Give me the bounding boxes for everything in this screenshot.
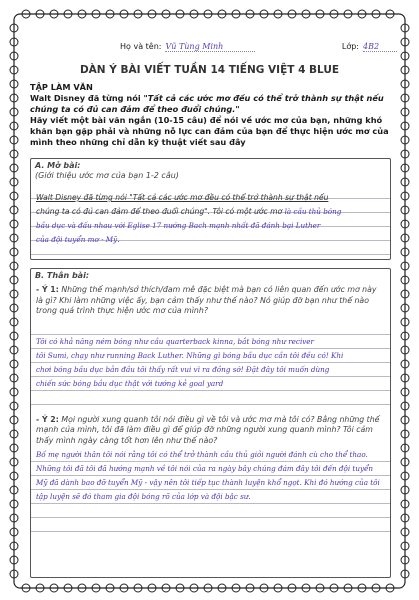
- question-2-lead: - Ý 2:: [36, 414, 59, 424]
- frame-loop: [401, 318, 409, 326]
- section-b-title: B. Thân bài:: [35, 271, 90, 280]
- frame-loop: [386, 584, 394, 592]
- frame-loop: [10, 206, 18, 214]
- frame-loop: [246, 584, 254, 592]
- frame-loop: [10, 556, 18, 564]
- frame-loop: [386, 10, 394, 18]
- frame-loop: [10, 94, 18, 102]
- frame-loop: [316, 584, 324, 592]
- question-1-lead: - Ý 1:: [36, 285, 59, 294]
- frame-loop: [260, 10, 268, 18]
- frame-loop: [358, 10, 366, 18]
- frame-loop: [401, 416, 409, 424]
- frame-loop: [64, 10, 72, 18]
- frame-loop: [22, 584, 30, 592]
- frame-loop: [10, 80, 18, 88]
- frame-loop: [10, 122, 18, 130]
- answer-1-line: tôi Sumi, chạy như running Back Luther. Những gì bóng bầu dục cần tôi đều có! Khi: [36, 350, 344, 360]
- frame-loop: [401, 248, 409, 256]
- frame-loop: [10, 486, 18, 494]
- frame-loop: [22, 10, 30, 18]
- frame-loop: [401, 122, 409, 130]
- frame-loop: [10, 542, 18, 550]
- frame-loop: [10, 220, 18, 228]
- frame-loop: [176, 10, 184, 18]
- student-info-line: [120, 42, 401, 52]
- frame-loop: [78, 10, 86, 18]
- question-2: [31, 413, 390, 449]
- section-a-header: [31, 159, 390, 183]
- frame-loop: [401, 500, 409, 508]
- frame-loop: [288, 10, 296, 18]
- frame-loop: [148, 584, 156, 592]
- question-1-text: Những thế mạnh/sở thích/đam mê đặc biệt mà bạn có liên quan đến ước mơ này là gì? Khi làm những việc ấy, bạn cảm thấy như thế nào? Nó giúp đỡ bạn như thế nào trong quá trình thực hiện ước mơ của mình?: [36, 285, 377, 315]
- prompt-prefix: Walt Disney đã từng nói: [30, 93, 144, 103]
- frame-loop: [401, 24, 409, 32]
- frame-loop: [401, 360, 409, 368]
- section-a-box: [30, 158, 391, 260]
- frame-loop: [218, 10, 226, 18]
- frame-loop: [10, 164, 18, 172]
- frame-loop: [401, 542, 409, 550]
- frame-loop: [401, 388, 409, 396]
- disney-quote: "Tất cả các ước mơ đều có thể trở thành sự thật nếu chúng ta có đủ can đảm để theo đuổi chúng.": [30, 93, 384, 114]
- frame-loop: [401, 206, 409, 214]
- frame-loop: [401, 94, 409, 102]
- frame-loop: [10, 276, 18, 284]
- frame-loop: [401, 332, 409, 340]
- frame-loop: [10, 332, 18, 340]
- frame-loop: [302, 584, 310, 592]
- answer-1-line: chiến sức bóng bầu dục thật với tướng kẻ goal yard: [36, 378, 224, 388]
- answer-2-line: Mỹ đã dành bao đỡ tuyển Mỹ - vậy nên tôi tiếp tục thành luyện khổ ngọt. Khi đó hướng của tôi: [36, 478, 380, 487]
- frame-loop: [288, 584, 296, 592]
- frame-loop: [401, 486, 409, 494]
- frame-loop: [10, 38, 18, 46]
- frame-loop: [232, 10, 240, 18]
- frame-loop: [10, 402, 18, 410]
- frame-loop: [10, 528, 18, 536]
- answer-2-area[interactable]: [31, 448, 390, 534]
- frame-loop: [10, 500, 18, 508]
- section-heading: TẬP LÀM VĂN: [30, 82, 93, 92]
- frame-loop: [10, 444, 18, 452]
- frame-loop: [401, 136, 409, 144]
- frame-loop: [10, 388, 18, 396]
- frame-loop: [10, 262, 18, 270]
- frame-loop: [190, 10, 198, 18]
- frame-loop: [401, 262, 409, 270]
- frame-loop: [10, 304, 18, 312]
- section-a-printed-text: chúng ta có đủ can đảm để theo đuổi chúng". Tôi có một ước mơ: [36, 207, 283, 216]
- class-label: Lớp:: [341, 42, 359, 51]
- frame-loop: [10, 458, 18, 466]
- answer-2-line: tập luyện sẽ đó tham gia đội bóng rõ của lớp và đội bậc sư.: [36, 492, 251, 501]
- frame-loop: [401, 164, 409, 172]
- section-b-box: [30, 268, 391, 578]
- frame-loop: [120, 10, 128, 18]
- frame-loop: [134, 584, 142, 592]
- frame-loop: [401, 108, 409, 116]
- frame-loop: [401, 38, 409, 46]
- prompt-instructions: Hãy viết một bài văn ngắn (10-15 câu) để nói về ước mơ của bạn, những khó khăn bạn gặp phải và những nỗ lực can đảm của bạn để thực hiện ước mơ của mình theo những chỉ dẫn kỹ thuật viết sau đây: [30, 115, 389, 147]
- frame-loop: [401, 234, 409, 242]
- frame-loop: [401, 444, 409, 452]
- frame-loop: [120, 584, 128, 592]
- frame-loop: [10, 52, 18, 60]
- class-field[interactable]: 4B2: [363, 42, 397, 52]
- frame-loop: [372, 584, 380, 592]
- frame-loop: [106, 10, 114, 18]
- frame-loop: [246, 10, 254, 18]
- prompt-quote: [30, 93, 391, 115]
- section-a-hand-1: là cầu thủ bóng: [284, 207, 342, 216]
- frame-loop: [10, 24, 18, 32]
- frame-loop: [401, 374, 409, 382]
- frame-loop: [10, 430, 18, 438]
- frame-loop: [401, 80, 409, 88]
- frame-loop: [50, 10, 58, 18]
- frame-loop: [92, 10, 100, 18]
- answer-2-line: Những tôi đã tôi đã hướng mạnh về tôi nói của ra ngày bây chúng đám đây tôi đến đội tuyển: [36, 464, 374, 473]
- section-a-writing-area[interactable]: [31, 185, 390, 255]
- frame-loop: [401, 192, 409, 200]
- section-a-printed-line: Walt Disney đã từng nói "Tất cả các ước mơ đều có thể trở thành sự thật nếu: [36, 193, 329, 202]
- name-label: Họ và tên:: [120, 42, 162, 51]
- section-a-printed-cont: [31, 205, 390, 219]
- frame-loop: [50, 584, 58, 592]
- question-2-text: Mọi người xung quanh tôi nói điều gì về tôi và ước mơ mà tôi có? Bằng những thế mạnh của mình, tôi đã làm điều gì để giúp đỡ những người xung quanh mình? Tôi cảm thấy mình ngày càng tốt hơn lên như thế nào?: [36, 414, 380, 445]
- frame-loop: [330, 584, 338, 592]
- frame-loop: [190, 584, 198, 592]
- frame-loop: [78, 584, 86, 592]
- frame-loop: [162, 584, 170, 592]
- frame-loop: [330, 10, 338, 18]
- frame-loop: [10, 108, 18, 116]
- frame-loop: [401, 304, 409, 312]
- page-title: DÀN Ý BÀI VIẾT TUẦN 14 TIẾNG VIỆT 4 BLUE: [79, 64, 340, 76]
- frame-loop: [401, 150, 409, 158]
- frame-loop: [401, 458, 409, 466]
- frame-loop: [10, 290, 18, 298]
- frame-loop: [92, 584, 100, 592]
- frame-loop: [10, 318, 18, 326]
- frame-loop: [401, 220, 409, 228]
- frame-loop: [274, 584, 282, 592]
- frame-loop: [401, 556, 409, 564]
- answer-1-area[interactable]: [31, 321, 390, 405]
- frame-loop: [344, 10, 352, 18]
- frame-loop: [36, 584, 44, 592]
- frame-loop: [162, 10, 170, 18]
- frame-loop: [218, 584, 226, 592]
- frame-loop: [10, 150, 18, 158]
- frame-loop: [176, 584, 184, 592]
- frame-loop: [10, 514, 18, 522]
- section-a-hand-3: của đội tuyển mơ - Mỹ.: [36, 235, 120, 244]
- frame-loop: [10, 346, 18, 354]
- section-a-hand-2: bầu dục và đấu nhau với Eglise 17 nướng Bach mạnh nhất đã đánh bại Luther: [36, 221, 321, 230]
- section-a-title: A. Mở bài:: [35, 161, 81, 170]
- frame-loop: [401, 514, 409, 522]
- frame-loop: [401, 528, 409, 536]
- frame-loop: [10, 192, 18, 200]
- frame-loop: [10, 178, 18, 186]
- frame-loop: [10, 416, 18, 424]
- assignment-intro: [30, 82, 391, 148]
- frame-loop: [302, 10, 310, 18]
- frame-loop: [401, 402, 409, 410]
- student-name-field[interactable]: Vũ Tùng Minh: [165, 42, 255, 52]
- frame-loop: [401, 178, 409, 186]
- frame-loop: [358, 584, 366, 592]
- frame-loop: [204, 10, 212, 18]
- frame-loop: [10, 472, 18, 480]
- frame-loop: [401, 290, 409, 298]
- frame-loop: [401, 52, 409, 60]
- frame-loop: [10, 136, 18, 144]
- frame-loop: [401, 472, 409, 480]
- frame-loop: [316, 10, 324, 18]
- frame-loop: [401, 276, 409, 284]
- frame-loop: [401, 570, 409, 578]
- frame-loop: [10, 374, 18, 382]
- frame-loop: [274, 10, 282, 18]
- answer-1-line: chơi bóng bầu dục bản đầu tôi thấy rất vui vì ra đồng sớ! Đặt đây tôi muốn dùng: [36, 364, 330, 374]
- frame-loop: [260, 584, 268, 592]
- frame-loop: [372, 10, 380, 18]
- frame-loop: [344, 584, 352, 592]
- frame-loop: [10, 248, 18, 256]
- answer-2-line: Bố mẹ người thân tôi nói rằng tôi có thể trở thành cầu thủ giỏi người đánh cù cho thể thao.: [36, 450, 368, 459]
- frame-loop: [106, 584, 114, 592]
- frame-loop: [232, 584, 240, 592]
- section-b-header: [31, 269, 390, 283]
- frame-loop: [148, 10, 156, 18]
- answer-1-line: Tôi có khả năng ném bóng như cầu quarterback kinna, bắt bóng như reciver: [36, 336, 314, 346]
- frame-loop: [10, 234, 18, 242]
- frame-loop: [401, 346, 409, 354]
- frame-loop: [401, 430, 409, 438]
- frame-loop: [10, 360, 18, 368]
- frame-loop: [64, 584, 72, 592]
- frame-loop: [204, 584, 212, 592]
- frame-loop: [36, 10, 44, 18]
- section-a-subtitle: (Giới thiệu ước mơ của bạn 1-2 câu): [35, 171, 179, 180]
- frame-loop: [10, 570, 18, 578]
- question-1: [31, 283, 390, 319]
- frame-loop: [134, 10, 142, 18]
